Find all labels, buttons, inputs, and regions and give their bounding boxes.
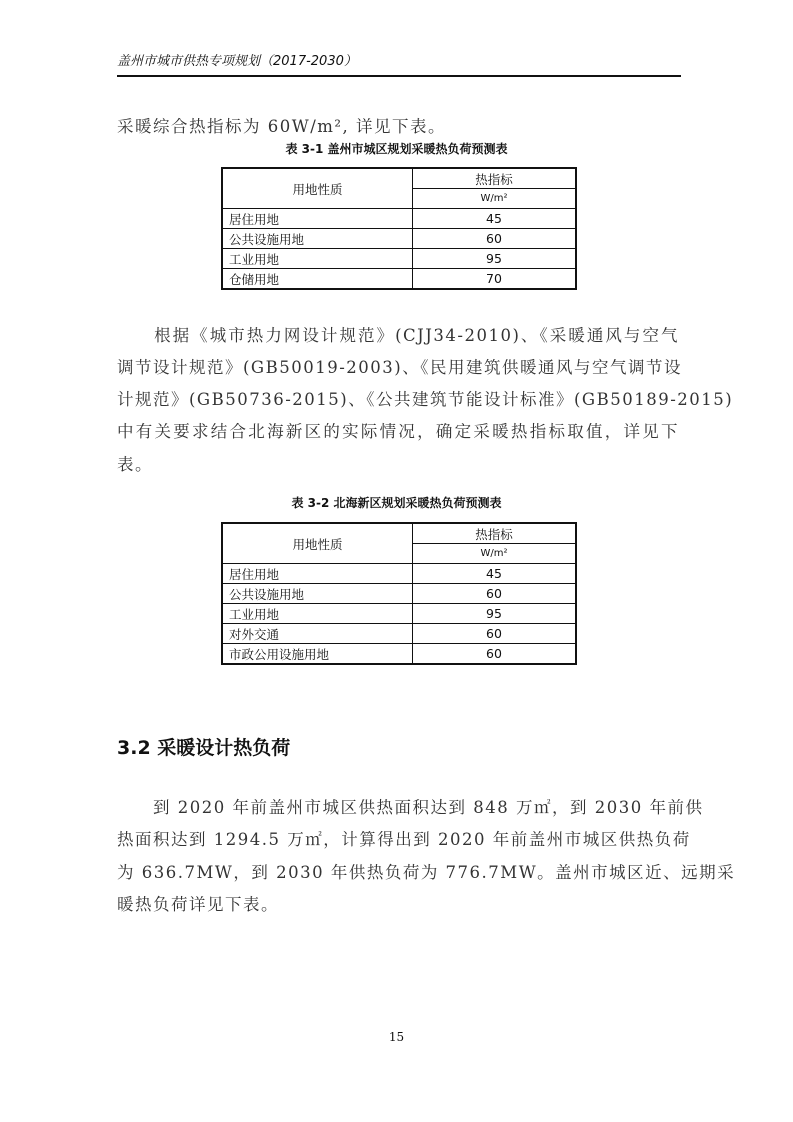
para3-line: 暖热负荷详见下表。 — [117, 895, 279, 914]
para2-line: 根据《城市热力网设计规范》(CJJ34-2010)、《采暖通风与空气 — [117, 326, 679, 345]
para2-line: 中有关要求结合北海新区的实际情况，确定采暖热指标取值，详见下 — [117, 422, 679, 441]
table-row — [222, 644, 576, 665]
header-rule — [117, 75, 681, 77]
table-row — [222, 564, 576, 584]
cell-value: 70 — [413, 269, 577, 290]
intro-line: 采暖综合热指标为 60W/m², 详见下表。 — [117, 117, 447, 136]
table-row — [222, 249, 576, 269]
table1-caption: 表 3-1 盖州市城区规划采暖热负荷预测表 — [285, 142, 508, 156]
table-row — [222, 229, 576, 249]
para3-line: 到 2020 年前盖州市城区供热面积达到 848 万㎡，到 2030 年前供 — [117, 798, 704, 817]
cell-type: 工业用地 — [222, 604, 413, 624]
cell-type: 居住用地 — [222, 564, 413, 584]
section-heading: 3.2 采暖设计热负荷 — [117, 737, 291, 759]
cell-value: 45 — [413, 564, 577, 584]
table-row — [222, 584, 576, 604]
cell-value: 45 — [413, 209, 577, 229]
table1-col2-header: 热指标 — [413, 168, 577, 189]
cell-type: 居住用地 — [222, 209, 413, 229]
cell-type: 公共设施用地 — [222, 584, 413, 604]
cell-type: 市政公用设施用地 — [222, 644, 413, 665]
para3-line: 为 636.7MW，到 2030 年供热负荷为 776.7MW。盖州市城区近、远期采 — [117, 863, 736, 882]
table1-unit: W/m² — [413, 189, 577, 209]
running-header: 盖州市城市供热专项规划（2017-2030） — [117, 54, 357, 69]
cell-type: 公共设施用地 — [222, 229, 413, 249]
cell-value: 95 — [413, 249, 577, 269]
table2-unit: W/m² — [413, 544, 577, 564]
table-row — [222, 269, 576, 290]
table2-col1-header: 用地性质 — [222, 523, 413, 564]
para2-line: 表。 — [117, 455, 153, 474]
cell-type: 仓储用地 — [222, 269, 413, 290]
table2 — [221, 522, 577, 665]
cell-value: 60 — [413, 229, 577, 249]
cell-value: 60 — [413, 584, 577, 604]
table1 — [221, 167, 577, 290]
table1-col1-header: 用地性质 — [222, 168, 413, 209]
table-row — [222, 209, 576, 229]
para3-line: 热面积达到 1294.5 万㎡，计算得出到 2020 年前盖州市城区供热负荷 — [117, 830, 691, 849]
table-row — [222, 604, 576, 624]
cell-type: 对外交通 — [222, 624, 413, 644]
cell-value: 60 — [413, 644, 577, 665]
para2-line: 计规范》(GB50736-2015)、《公共建筑节能设计标准》(GB50189-2015) — [117, 390, 734, 409]
table-row — [222, 624, 576, 644]
cell-value: 60 — [413, 624, 577, 644]
cell-type: 工业用地 — [222, 249, 413, 269]
cell-value: 95 — [413, 604, 577, 624]
table2-col2-header: 热指标 — [413, 523, 577, 544]
page-number: 15 — [388, 1030, 405, 1044]
table2-caption: 表 3-2 北海新区规划采暖热负荷预测表 — [291, 496, 502, 510]
para2-line: 调节设计规范》(GB50019-2003)、《民用建筑供暖通风与空气调节设 — [117, 358, 682, 377]
